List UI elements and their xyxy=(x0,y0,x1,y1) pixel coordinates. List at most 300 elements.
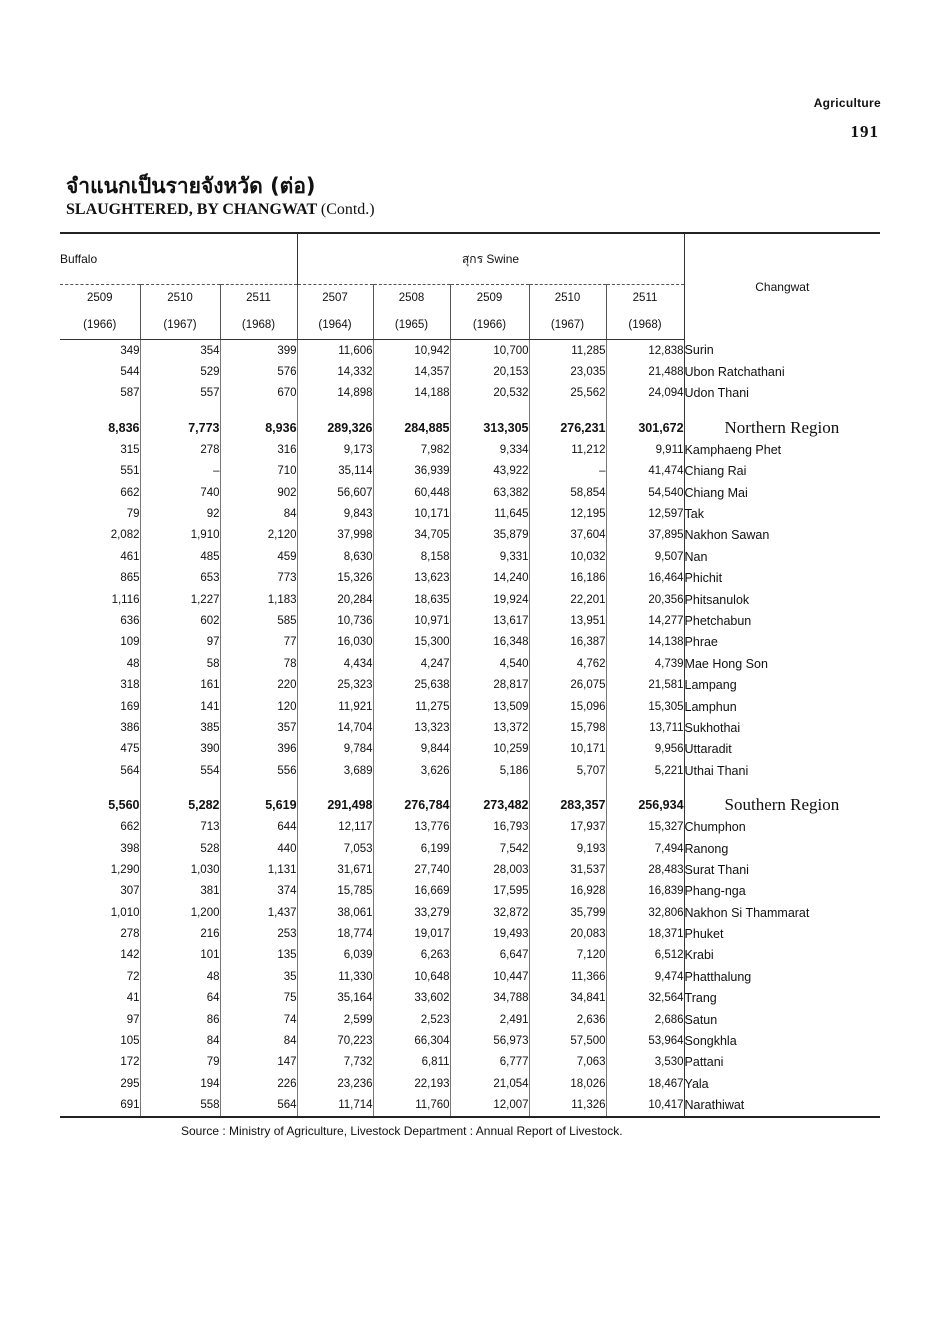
changwat-name: Surin xyxy=(684,340,880,362)
value-cell: 34,841 xyxy=(529,988,606,1009)
value-cell: 295 xyxy=(120,1077,140,1090)
value-cell: 6,811 xyxy=(373,1052,450,1073)
value-cell: 11,275 xyxy=(373,696,450,717)
value-cell: 20,356 xyxy=(606,589,684,610)
value-cell: 79 xyxy=(140,1052,220,1073)
value-cell: 32,806 xyxy=(606,902,684,923)
value-cell: 10,171 xyxy=(529,739,606,760)
changwat-name: Chiang Mai xyxy=(684,482,880,503)
value-cell: 4,739 xyxy=(606,653,684,674)
value-cell: 551 xyxy=(120,465,140,478)
value-cell: 713 xyxy=(140,816,220,837)
value-cell: 84 xyxy=(220,1030,297,1051)
year-be-header: 2507 xyxy=(297,285,373,312)
value-cell: 315 xyxy=(120,443,140,456)
changwat-name: Krabi xyxy=(684,945,880,966)
value-cell: 15,326 xyxy=(297,568,373,589)
changwat-name: Phetchabun xyxy=(684,610,880,631)
changwat-name: Nan xyxy=(684,546,880,567)
value-cell: 357 xyxy=(220,717,297,738)
value-cell: 18,467 xyxy=(606,1073,684,1094)
value-cell: 5,619 xyxy=(220,793,297,816)
value-cell: 6,647 xyxy=(450,945,529,966)
value-cell: 13,623 xyxy=(373,568,450,589)
value-cell: 7,773 xyxy=(140,416,220,439)
value-cell: 1,131 xyxy=(220,859,297,880)
value-cell: 644 xyxy=(220,816,297,837)
table-row xyxy=(60,696,880,717)
value-cell: 256,934 xyxy=(606,793,684,816)
region-name: Northern Region xyxy=(684,416,880,439)
value-cell: 7,063 xyxy=(529,1052,606,1073)
value-cell: 3,530 xyxy=(606,1052,684,1073)
value-cell: 7,982 xyxy=(373,439,450,460)
value-cell: 14,188 xyxy=(373,383,450,404)
value-cell: 318 xyxy=(120,679,140,692)
value-cell: 3,689 xyxy=(297,760,373,781)
value-cell: 13,323 xyxy=(373,717,450,738)
value-cell: 35,879 xyxy=(450,525,529,546)
value-cell: 313,305 xyxy=(450,416,529,439)
value-cell: 32,564 xyxy=(606,988,684,1009)
value-cell: 558 xyxy=(140,1095,220,1117)
value-cell: 9,911 xyxy=(606,439,684,460)
spacer-row xyxy=(60,781,880,793)
value-cell: 15,327 xyxy=(606,816,684,837)
value-cell: 10,171 xyxy=(373,503,450,524)
table-row xyxy=(60,988,880,1009)
slaughter-table xyxy=(60,232,880,1118)
value-cell: 14,898 xyxy=(297,383,373,404)
title-english-main: SLAUGHTERED, BY CHANGWAT xyxy=(66,201,317,218)
value-cell: 12,117 xyxy=(297,816,373,837)
value-cell: 670 xyxy=(220,383,297,404)
table-row xyxy=(60,881,880,902)
value-cell: 27,740 xyxy=(373,859,450,880)
value-cell: 4,762 xyxy=(529,653,606,674)
value-cell: 120 xyxy=(220,696,297,717)
changwat-name: Kamphaeng Phet xyxy=(684,439,880,460)
year-be-header: 2510 xyxy=(140,285,220,312)
value-cell: 92 xyxy=(140,503,220,524)
value-cell: 161 xyxy=(140,674,220,695)
value-cell: 283,357 xyxy=(529,793,606,816)
value-cell: 354 xyxy=(140,340,220,362)
value-cell: 226 xyxy=(220,1073,297,1094)
value-cell: 475 xyxy=(120,743,140,756)
table-body xyxy=(60,340,880,1117)
value-cell: 385 xyxy=(140,717,220,738)
table-row xyxy=(60,482,880,503)
value-cell: 37,998 xyxy=(297,525,373,546)
value-cell: 9,784 xyxy=(297,739,373,760)
value-cell: 16,348 xyxy=(450,632,529,653)
changwat-name: Lamphun xyxy=(684,696,880,717)
value-cell: 84 xyxy=(140,1030,220,1051)
value-cell: 31,537 xyxy=(529,859,606,880)
value-cell: 11,921 xyxy=(297,696,373,717)
value-cell: 18,635 xyxy=(373,589,450,610)
value-cell: 194 xyxy=(140,1073,220,1094)
value-cell: 9,507 xyxy=(606,546,684,567)
table-row xyxy=(60,1073,880,1094)
value-cell: 20,153 xyxy=(450,361,529,382)
value-cell: 710 xyxy=(220,461,297,482)
value-cell: 97 xyxy=(126,1013,140,1026)
value-cell: 8,936 xyxy=(220,416,297,439)
value-cell: 2,082 xyxy=(110,529,140,542)
table-row xyxy=(60,760,880,781)
value-cell: 307 xyxy=(120,885,140,898)
value-cell: 53,964 xyxy=(606,1030,684,1051)
value-cell: 6,777 xyxy=(450,1052,529,1073)
source-note: Source : Ministry of Agriculture, Livestock Department : Annual Report of Livestock. xyxy=(181,1124,623,1138)
changwat-name: Chiang Rai xyxy=(684,461,880,482)
table-row xyxy=(60,923,880,944)
region-total-row xyxy=(60,416,880,439)
value-cell: 11,714 xyxy=(297,1095,373,1117)
value-cell: 31,671 xyxy=(297,859,373,880)
value-cell: 1,227 xyxy=(140,589,220,610)
changwat-name: Uthai Thani xyxy=(684,760,880,781)
value-cell: 105 xyxy=(120,1035,140,1048)
value-cell: 16,030 xyxy=(297,632,373,653)
value-cell: 75 xyxy=(220,988,297,1009)
value-cell: 5,707 xyxy=(529,760,606,781)
table-row xyxy=(60,568,880,589)
value-cell: 12,007 xyxy=(450,1095,529,1117)
value-cell: 14,357 xyxy=(373,361,450,382)
value-cell: 48 xyxy=(126,657,140,670)
value-cell: 25,562 xyxy=(529,383,606,404)
changwat-name: Uttaradit xyxy=(684,739,880,760)
value-cell: 386 xyxy=(120,721,140,734)
value-cell: 8,836 xyxy=(108,420,140,435)
value-cell: 7,053 xyxy=(297,838,373,859)
value-cell: 18,774 xyxy=(297,923,373,944)
value-cell: – xyxy=(140,461,220,482)
value-cell: 12,195 xyxy=(529,503,606,524)
changwat-name: Phatthalung xyxy=(684,966,880,987)
value-cell: 17,937 xyxy=(529,816,606,837)
value-cell: 5,560 xyxy=(108,797,140,812)
value-cell: 276,231 xyxy=(529,416,606,439)
value-cell: 34,788 xyxy=(450,988,529,1009)
value-cell: 278 xyxy=(140,439,220,460)
title-thai: จำแนกเป็นรายจังหวัด (ต่อ) xyxy=(66,174,316,198)
value-cell: 16,928 xyxy=(529,881,606,902)
value-cell: 13,372 xyxy=(450,717,529,738)
changwat-name: Lampang xyxy=(684,674,880,695)
table-row xyxy=(60,610,880,631)
value-cell: 60,448 xyxy=(373,482,450,503)
value-cell: 22,201 xyxy=(529,589,606,610)
value-cell: 58 xyxy=(140,653,220,674)
value-cell: 5,186 xyxy=(450,760,529,781)
value-cell: 1,010 xyxy=(110,906,140,919)
value-cell: 18,371 xyxy=(606,923,684,944)
table-row xyxy=(60,439,880,460)
year-be-header: 2510 xyxy=(529,285,606,312)
value-cell: 564 xyxy=(220,1095,297,1117)
value-cell: 13,617 xyxy=(450,610,529,631)
value-cell: 602 xyxy=(140,610,220,631)
table-row xyxy=(60,1009,880,1030)
value-cell: 528 xyxy=(140,838,220,859)
value-cell: 7,120 xyxy=(529,945,606,966)
table-row xyxy=(60,966,880,987)
value-cell: 37,895 xyxy=(606,525,684,546)
value-cell: 141 xyxy=(140,696,220,717)
value-cell: 63,382 xyxy=(450,482,529,503)
changwat-name: Surat Thani xyxy=(684,859,880,880)
value-cell: 13,951 xyxy=(529,610,606,631)
value-cell: 12,597 xyxy=(606,503,684,524)
value-cell: 16,464 xyxy=(606,568,684,589)
value-cell: 19,493 xyxy=(450,923,529,944)
changwat-name: Phitsanulok xyxy=(684,589,880,610)
value-cell: 172 xyxy=(120,1056,140,1069)
value-cell: 2,636 xyxy=(529,1009,606,1030)
value-cell: 35 xyxy=(220,966,297,987)
value-cell: 74 xyxy=(220,1009,297,1030)
value-cell: 316 xyxy=(220,439,297,460)
value-cell: 220 xyxy=(220,674,297,695)
table-row xyxy=(60,739,880,760)
value-cell: 13,509 xyxy=(450,696,529,717)
value-cell: 11,330 xyxy=(297,966,373,987)
value-cell: 97 xyxy=(140,632,220,653)
value-cell: 6,263 xyxy=(373,945,450,966)
value-cell: 22,193 xyxy=(373,1073,450,1094)
value-cell: 399 xyxy=(220,340,297,362)
value-cell: 11,285 xyxy=(529,340,606,362)
value-cell: 587 xyxy=(120,387,140,400)
changwat-name: Mae Hong Son xyxy=(684,653,880,674)
group-header-row xyxy=(60,233,880,285)
table-row xyxy=(60,816,880,837)
changwat-name: Ranong xyxy=(684,838,880,859)
value-cell: 58,854 xyxy=(529,482,606,503)
value-cell: 529 xyxy=(140,361,220,382)
value-cell: 56,973 xyxy=(450,1030,529,1051)
table-row xyxy=(60,1052,880,1073)
value-cell: 142 xyxy=(120,949,140,962)
value-cell: 13,776 xyxy=(373,816,450,837)
value-cell: 16,839 xyxy=(606,881,684,902)
changwat-name: Nakhon Si Thammarat xyxy=(684,902,880,923)
value-cell: 374 xyxy=(220,881,297,902)
value-cell: 57,500 xyxy=(529,1030,606,1051)
table-row xyxy=(60,902,880,923)
value-cell: 101 xyxy=(140,945,220,966)
value-cell: 15,300 xyxy=(373,632,450,653)
value-cell: 34,705 xyxy=(373,525,450,546)
changwat-name: Tak xyxy=(684,503,880,524)
value-cell: 16,186 xyxy=(529,568,606,589)
value-cell: 14,277 xyxy=(606,610,684,631)
value-cell: 1,200 xyxy=(140,902,220,923)
value-cell: 11,760 xyxy=(373,1095,450,1117)
value-cell: 10,971 xyxy=(373,610,450,631)
changwat-name: Yala xyxy=(684,1073,880,1094)
value-cell: 576 xyxy=(220,361,297,382)
title-english xyxy=(66,201,375,219)
year-be-header: 2509 xyxy=(60,285,140,312)
changwat-name: Narathiwat xyxy=(684,1095,880,1117)
table-row xyxy=(60,653,880,674)
value-cell: 585 xyxy=(220,610,297,631)
changwat-name: Sukhothai xyxy=(684,717,880,738)
buffalo-group-header: Buffalo xyxy=(60,252,98,266)
value-cell: 2,686 xyxy=(606,1009,684,1030)
year-ad-header: (1968) xyxy=(606,311,684,340)
value-cell: 381 xyxy=(140,881,220,902)
changwat-name: Songkhla xyxy=(684,1030,880,1051)
value-cell: 14,138 xyxy=(606,632,684,653)
value-cell: 20,083 xyxy=(529,923,606,944)
value-cell: 15,785 xyxy=(297,881,373,902)
value-cell: 23,236 xyxy=(297,1073,373,1094)
value-cell: 25,323 xyxy=(297,674,373,695)
title-contd: (Contd.) xyxy=(320,201,375,218)
value-cell: 9,844 xyxy=(373,739,450,760)
value-cell: 86 xyxy=(140,1009,220,1030)
table-row xyxy=(60,1095,880,1117)
value-cell: 11,326 xyxy=(529,1095,606,1117)
swine-group-header: สุกร Swine xyxy=(297,233,684,285)
region-name: Southern Region xyxy=(684,793,880,816)
value-cell: 440 xyxy=(220,838,297,859)
value-cell: 79 xyxy=(126,508,140,521)
value-cell: 216 xyxy=(140,923,220,944)
value-cell: 35,164 xyxy=(297,988,373,1009)
value-cell: 2,120 xyxy=(220,525,297,546)
table-row xyxy=(60,525,880,546)
value-cell: 17,595 xyxy=(450,881,529,902)
value-cell: 276,784 xyxy=(373,793,450,816)
value-cell: 10,648 xyxy=(373,966,450,987)
value-cell: 4,434 xyxy=(297,653,373,674)
value-cell: 278 xyxy=(120,928,140,941)
value-cell: 23,035 xyxy=(529,361,606,382)
table-row xyxy=(60,546,880,567)
table-row xyxy=(60,859,880,880)
value-cell: 1,910 xyxy=(140,525,220,546)
year-ad-header: (1967) xyxy=(140,311,220,340)
value-cell: 37,604 xyxy=(529,525,606,546)
value-cell: 662 xyxy=(120,821,140,834)
value-cell: 14,332 xyxy=(297,361,373,382)
value-cell: 557 xyxy=(140,383,220,404)
value-cell: 11,645 xyxy=(450,503,529,524)
value-cell: 10,447 xyxy=(450,966,529,987)
table-row xyxy=(60,945,880,966)
value-cell: 72 xyxy=(126,970,140,983)
value-cell: 21,581 xyxy=(606,674,684,695)
changwat-name: Ubon Ratchathani xyxy=(684,361,880,382)
value-cell: 1,183 xyxy=(220,589,297,610)
value-cell: 9,843 xyxy=(297,503,373,524)
changwat-name: Trang xyxy=(684,988,880,1009)
value-cell: 1,030 xyxy=(140,859,220,880)
spacer-row xyxy=(60,404,880,416)
value-cell: 54,540 xyxy=(606,482,684,503)
value-cell: 390 xyxy=(140,739,220,760)
year-be-header: 2511 xyxy=(220,285,297,312)
changwat-name: Phuket xyxy=(684,923,880,944)
value-cell: 253 xyxy=(220,923,297,944)
value-cell: 9,173 xyxy=(297,439,373,460)
value-cell: 3,626 xyxy=(373,760,450,781)
value-cell: 2,491 xyxy=(450,1009,529,1030)
value-cell: 291,498 xyxy=(297,793,373,816)
value-cell: 7,732 xyxy=(297,1052,373,1073)
table-row xyxy=(60,340,880,362)
value-cell: 109 xyxy=(120,636,140,649)
value-cell: 11,212 xyxy=(529,439,606,460)
section-header: Agriculture xyxy=(813,96,881,110)
changwat-name: Nakhon Sawan xyxy=(684,525,880,546)
value-cell: 9,474 xyxy=(606,966,684,987)
changwat-name: Phang-nga xyxy=(684,881,880,902)
value-cell: 556 xyxy=(220,760,297,781)
table-row xyxy=(60,461,880,482)
value-cell: 33,279 xyxy=(373,902,450,923)
page-number: 191 xyxy=(850,122,879,141)
value-cell: 169 xyxy=(120,700,140,713)
table-row xyxy=(60,674,880,695)
table-row xyxy=(60,361,880,382)
year-be-header: 2511 xyxy=(606,285,684,312)
value-cell: 32,872 xyxy=(450,902,529,923)
value-cell: 26,075 xyxy=(529,674,606,695)
value-cell: 6,039 xyxy=(297,945,373,966)
value-cell: 1,116 xyxy=(111,593,140,606)
value-cell: 289,326 xyxy=(297,416,373,439)
value-cell: 4,247 xyxy=(373,653,450,674)
changwat-name: Satun xyxy=(684,1009,880,1030)
value-cell: 20,284 xyxy=(297,589,373,610)
value-cell: 36,939 xyxy=(373,461,450,482)
value-cell: 21,054 xyxy=(450,1073,529,1094)
value-cell: 11,606 xyxy=(297,340,373,362)
value-cell: 485 xyxy=(140,546,220,567)
value-cell: 84 xyxy=(220,503,297,524)
value-cell: 64 xyxy=(140,988,220,1009)
table-row xyxy=(60,503,880,524)
value-cell: 2,523 xyxy=(373,1009,450,1030)
value-cell: 740 xyxy=(140,482,220,503)
changwat-name: Pattani xyxy=(684,1052,880,1073)
value-cell: – xyxy=(529,461,606,482)
value-cell: 7,494 xyxy=(606,838,684,859)
year-be-header: 2508 xyxy=(373,285,450,312)
value-cell: 273,482 xyxy=(450,793,529,816)
value-cell: 9,956 xyxy=(606,739,684,760)
value-cell: 66,304 xyxy=(373,1030,450,1051)
value-cell: 38,061 xyxy=(297,902,373,923)
value-cell: 16,793 xyxy=(450,816,529,837)
changwat-name: Udon Thani xyxy=(684,383,880,404)
changwat-name: Phrae xyxy=(684,632,880,653)
value-cell: 662 xyxy=(120,486,140,499)
year-ad-header: (1966) xyxy=(60,311,140,340)
value-cell: 459 xyxy=(220,546,297,567)
value-cell: 902 xyxy=(220,482,297,503)
value-cell: 6,199 xyxy=(373,838,450,859)
value-cell: 15,096 xyxy=(529,696,606,717)
